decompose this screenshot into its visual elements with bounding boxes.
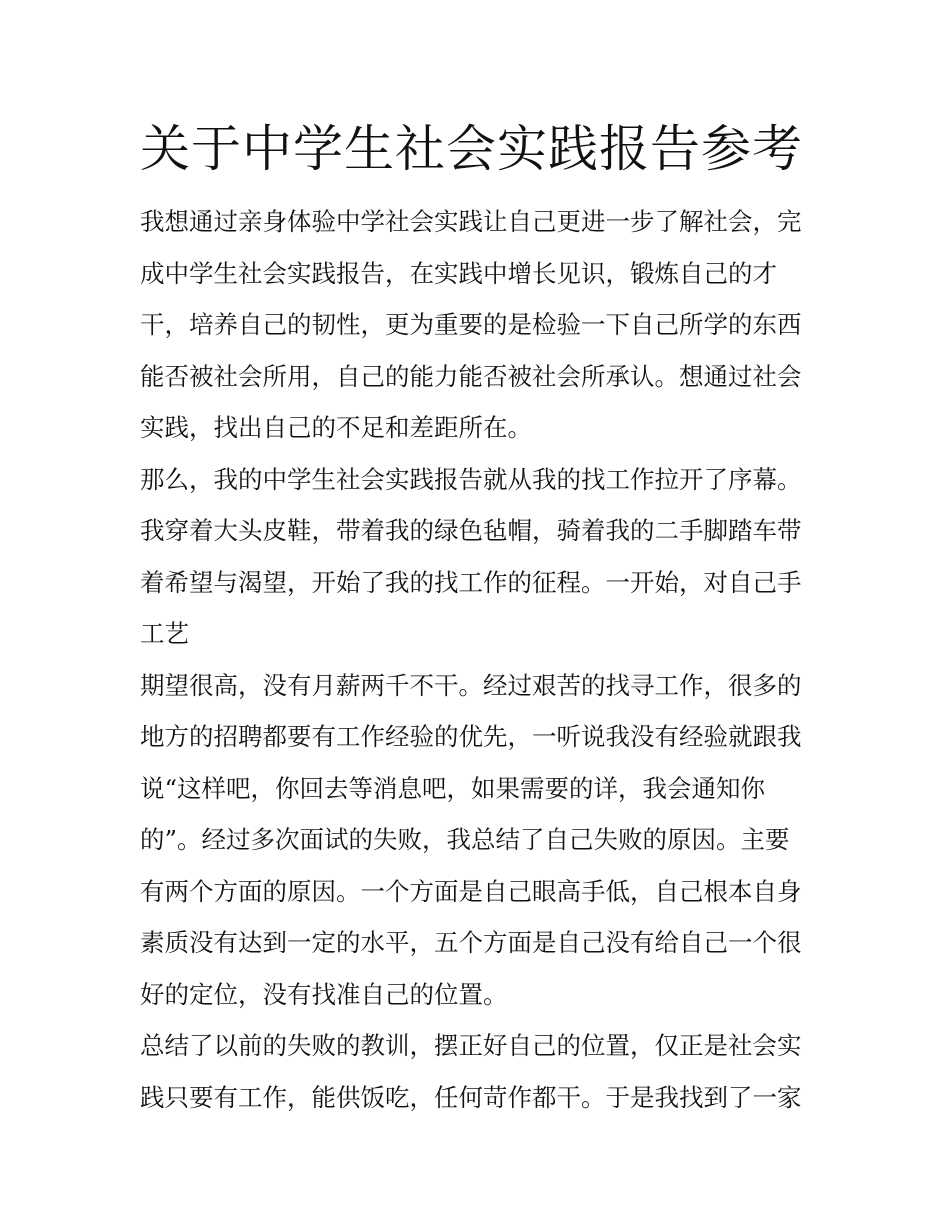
text-line: 着希望与渴望，开始了我的找工作的征程。一开始，对自己手 <box>140 567 802 597</box>
text-line: 我穿着大头皮鞋，带着我的绿色毡帽，骑着我的二手脚踏车带 <box>140 516 802 545</box>
text-line: 实践，找出自己的不足和差距所在。 <box>140 413 532 442</box>
text-line: 地方的招聘都要有工作经验的优先，一听说我没有经验就跟我 <box>140 722 802 751</box>
text-line: 期望很高，没有月薪两千不干。经过艰苦的找寻工作，很多的 <box>140 670 802 700</box>
text-line: 那么，我的中学生社会实践报告就从我的找工作拉开了序幕。 <box>140 464 802 494</box>
text-line: 说“这样吧，你回去等消息吧，如果需要的详，我会通知你 <box>140 773 766 803</box>
document-title: 关于中学生社会实践报告参考 <box>140 120 803 178</box>
text-line: 总结了以前的失败的教训，摆正好自己的位置，仅正是社会实 <box>140 1031 802 1060</box>
text-line: 能否被社会所用，自己的能力能否被社会所承认。想通过社会 <box>140 361 802 391</box>
text-line: 好的定位，没有找准自己的位置。 <box>140 979 508 1009</box>
text-line: 的”。经过多次面试的失败，我总结了自己失败的原因。主要 <box>140 825 790 854</box>
text-line: 我想通过亲身体验中学社会实践让自己更进一步了解社会，完 <box>140 207 802 236</box>
text-line: 践只要有工作，能供饭吃，任何苛作都干。于是我找到了一家 <box>140 1082 802 1112</box>
text-line: 素质没有达到一定的水平，五个方面是自己没有给自己一个很 <box>140 928 802 957</box>
text-line: 有两个方面的原因。一个方面是自己眼高手低，自己根本自身 <box>140 876 802 906</box>
text-line: 成中学生社会实践报告，在实践中增长见识，锻炼自己的才 <box>140 258 777 288</box>
document-body <box>140 196 820 1123</box>
text-line: 工艺 <box>140 619 189 648</box>
text-line: 干，培养自己的韧性，更为重要的是检验一下自己所学的东西 <box>140 310 802 339</box>
